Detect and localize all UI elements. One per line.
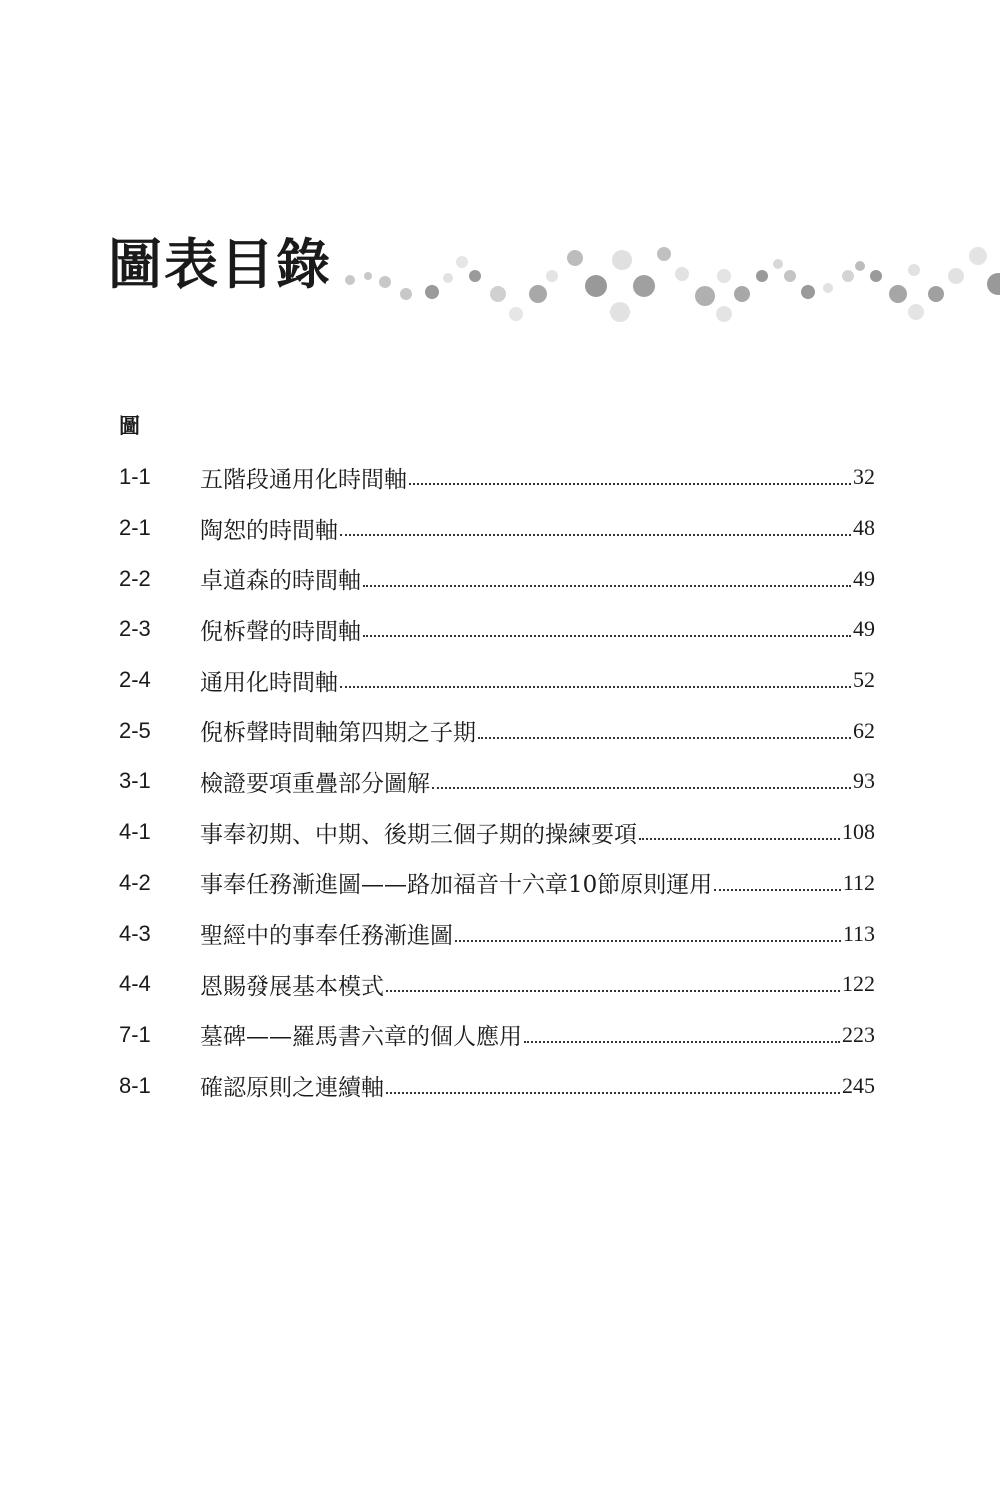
figure-number: 2-5 bbox=[119, 717, 151, 743]
toc-entry bbox=[119, 858, 875, 909]
dot-leader bbox=[714, 889, 841, 891]
page-number: 32 bbox=[853, 464, 875, 490]
dot-leader bbox=[639, 838, 840, 840]
figure-title: 墓碑——羅馬書六章的個人應用 bbox=[200, 1024, 522, 1051]
figure-list bbox=[119, 452, 875, 1111]
figure-title: 事奉初期、中期、後期三個子期的操練要項 bbox=[200, 821, 637, 848]
toc-entry bbox=[119, 807, 875, 858]
figure-title: 聖經中的事奉任務漸進圖 bbox=[200, 923, 453, 950]
page-number: 245 bbox=[842, 1072, 875, 1098]
toc-entry bbox=[119, 553, 875, 604]
figure-title: 倪柝聲的時間軸 bbox=[200, 618, 361, 645]
toc-entry bbox=[119, 756, 875, 807]
figure-number: 1-1 bbox=[119, 464, 151, 490]
dot-leader bbox=[409, 483, 851, 485]
page-number: 108 bbox=[842, 819, 875, 845]
figure-number: 8-1 bbox=[119, 1072, 151, 1098]
toc-entry bbox=[119, 705, 875, 756]
figure-title: 卓道森的時間軸 bbox=[200, 568, 361, 595]
figure-number: 4-2 bbox=[119, 869, 151, 895]
decorative-dots bbox=[330, 230, 1000, 340]
page-number: 113 bbox=[842, 920, 875, 946]
figure-title: 陶恕的時間軸 bbox=[200, 517, 338, 544]
figure-number: 4-3 bbox=[119, 920, 151, 946]
toc-entry bbox=[119, 959, 875, 1010]
dot-leader bbox=[386, 1092, 840, 1094]
dot-leader bbox=[340, 686, 851, 688]
page-number: 52 bbox=[853, 667, 875, 693]
toc-entry bbox=[119, 452, 875, 503]
dot-leader bbox=[386, 990, 840, 992]
dot-leader bbox=[363, 585, 851, 587]
page-number: 62 bbox=[853, 717, 875, 743]
figure-title: 恩賜發展基本模式 bbox=[200, 973, 384, 1000]
figure-number: 2-1 bbox=[119, 515, 151, 541]
toc-entry bbox=[119, 655, 875, 706]
dot-leader bbox=[340, 534, 851, 536]
figure-number: 7-1 bbox=[119, 1021, 151, 1047]
page-number: 93 bbox=[853, 768, 875, 794]
figure-number: 4-1 bbox=[119, 819, 151, 845]
toc-entry bbox=[119, 908, 875, 959]
figure-title: 事奉任務漸進圖——路加福音十六章10節原則運用 bbox=[200, 872, 713, 899]
dot-leader bbox=[478, 737, 851, 739]
page-number: 112 bbox=[842, 869, 875, 895]
figure-title: 通用化時間軸 bbox=[200, 669, 338, 696]
toc-entry bbox=[119, 1010, 875, 1061]
page-title: 圖表目錄 bbox=[108, 233, 332, 296]
page-number: 223 bbox=[842, 1021, 875, 1047]
figure-number: 2-2 bbox=[119, 565, 151, 591]
section-label: 圖 bbox=[119, 414, 140, 438]
page-number: 48 bbox=[853, 515, 875, 541]
figure-title: 五階段通用化時間軸 bbox=[200, 466, 407, 493]
figure-number: 2-3 bbox=[119, 616, 151, 642]
figure-title: 倪柝聲時間軸第四期之子期 bbox=[200, 720, 476, 747]
dot-leader bbox=[432, 787, 851, 789]
figure-title: 確認原則之連續軸 bbox=[200, 1075, 384, 1102]
figure-title: 檢證要項重疊部分圖解 bbox=[200, 770, 430, 797]
toc-entry bbox=[119, 503, 875, 554]
figure-number: 4-4 bbox=[119, 971, 151, 997]
figure-number: 3-1 bbox=[119, 768, 151, 794]
page-number: 49 bbox=[853, 565, 875, 591]
toc-entry bbox=[119, 1060, 875, 1111]
page-number: 122 bbox=[842, 971, 875, 997]
dot-leader bbox=[363, 635, 851, 637]
dot-leader bbox=[455, 940, 841, 942]
toc-entry bbox=[119, 604, 875, 655]
dot-leader bbox=[524, 1041, 840, 1043]
page-number: 49 bbox=[853, 616, 875, 642]
figure-number: 2-4 bbox=[119, 667, 151, 693]
